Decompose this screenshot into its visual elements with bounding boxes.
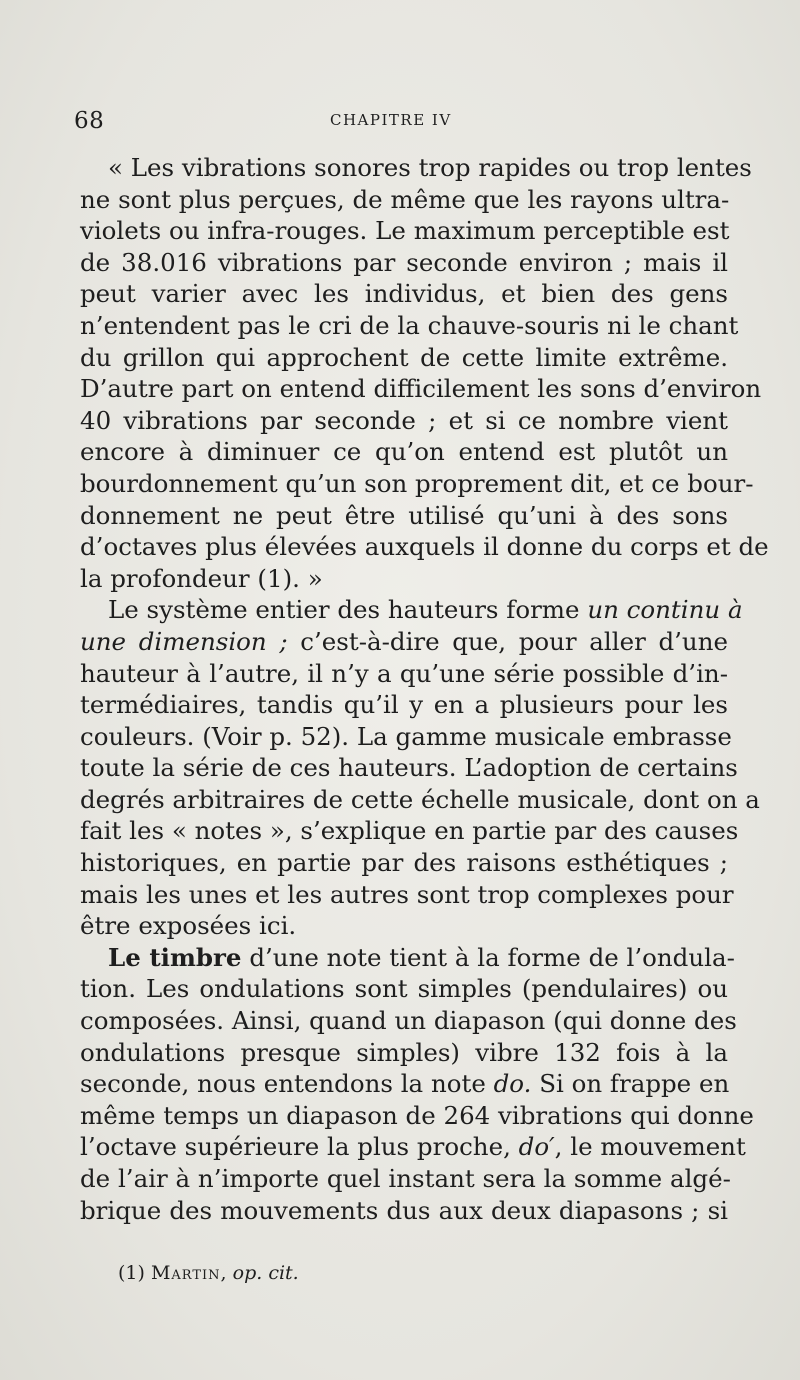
text-line xyxy=(80,594,743,626)
text-line: peut varier avec les individus, et bien des gens xyxy=(80,279,728,309)
text-line: historiques, en partie par des raisons esthétiques ; xyxy=(80,848,728,878)
paragraph-timbre xyxy=(80,942,754,1226)
text-line: hauteur à l’autre, il n’y a qu’une série possible d’in- xyxy=(80,658,728,688)
text-line xyxy=(80,626,728,658)
text-run: , le mouvement xyxy=(554,1132,746,1162)
text-line: être exposées ici. xyxy=(80,911,297,941)
text-run: Si on frappe en xyxy=(531,1069,730,1099)
text-line: ondulations presque simples) vibre 132 fois à la xyxy=(80,1037,728,1067)
text-line: mais les unes et les autres sont trop complexes pour xyxy=(80,879,734,909)
footnote-ref: op. cit. xyxy=(232,1262,299,1284)
text-line: fait les « notes », s’explique en partie par des causes xyxy=(80,816,739,846)
text-line: violets ou infra-rouges. Le maximum perceptible est xyxy=(80,216,730,246)
text-line: brique des mouvements dus aux deux diapasons ; si xyxy=(80,1195,728,1225)
text-line: donnement ne peut être utilisé qu’uni à des sons xyxy=(80,500,728,530)
text-line: d’octaves plus élevées auxquels il donne du corps et de xyxy=(80,532,769,562)
text-line: bourdonnement qu’un son proprement dit, et ce bour- xyxy=(80,468,754,498)
paragraph-quotation xyxy=(80,152,769,594)
text-run: Le système entier des hauteurs forme xyxy=(108,595,588,625)
paragraph-hauteurs xyxy=(80,594,760,942)
text-line: termédiaires, tandis qu’il y en a plusieurs pour les xyxy=(80,690,728,720)
italic-run: do. xyxy=(493,1069,532,1099)
text-line: degrés arbitraires de cette échelle musicale, dont on a xyxy=(80,784,760,814)
italic-run: une dimension ; xyxy=(80,626,288,656)
text-run: c’est-à-dire que, pour aller d’une xyxy=(287,626,728,656)
italic-run: un continu à xyxy=(587,595,743,625)
footnote-author: Martin xyxy=(150,1262,221,1284)
text-run: seconde, nous entendons la note xyxy=(80,1069,494,1099)
text-line: de l’air à n’importe quel instant sera la somme algé- xyxy=(80,1164,731,1193)
italic-run: do′ xyxy=(518,1132,555,1162)
body-text xyxy=(80,152,769,1226)
text-line: n’entendent pas le cri de la chauve-souris ni le chant xyxy=(80,310,739,340)
page-number: 68 xyxy=(74,108,105,134)
bold-term: Le timbre xyxy=(108,942,242,972)
text-line: « Les vibrations sonores trop rapides ou trop lentes xyxy=(108,153,752,182)
text-line: du grillon qui approchent de cette limite extrême. xyxy=(80,342,728,372)
text-line xyxy=(80,1131,746,1163)
text-line xyxy=(80,942,735,974)
text-line: ne sont plus perçues, de même que les rayons ultra- xyxy=(80,184,730,214)
text-line: composées. Ainsi, quand un diapason (qui donne des xyxy=(80,1006,737,1036)
footnote-marker: (1) xyxy=(118,1262,151,1284)
text-line xyxy=(80,1068,728,1100)
text-run: l’octave supérieure la plus proche, xyxy=(80,1132,519,1162)
footnote xyxy=(118,1262,299,1284)
text-line: la profondeur (1). » xyxy=(80,563,323,593)
text-line: couleurs. (Voir p. 52). La gamme musicale embrasse xyxy=(80,721,732,751)
text-line: de 38.016 vibrations par seconde environ ; mais il xyxy=(80,247,728,277)
text-line: encore à diminuer ce qu’on entend est plutôt un xyxy=(80,437,728,467)
text-line: tion. Les ondulations sont simples (pendulaires) ou xyxy=(80,974,728,1004)
text-line: 40 vibrations par seconde ; et si ce nombre vient xyxy=(80,405,728,435)
text-run: d’une note tient à la forme de l’ondula- xyxy=(241,942,735,972)
text-line: même temps un diapason de 264 vibrations qui donne xyxy=(80,1100,754,1130)
footnote-sep: , xyxy=(220,1262,233,1284)
running-head: CHAPITRE IV xyxy=(330,111,452,129)
text-line: D’autre part on entend difficilement les sons d’environ xyxy=(80,374,762,404)
text-line: toute la série de ces hauteurs. L’adoption de certains xyxy=(80,753,738,783)
